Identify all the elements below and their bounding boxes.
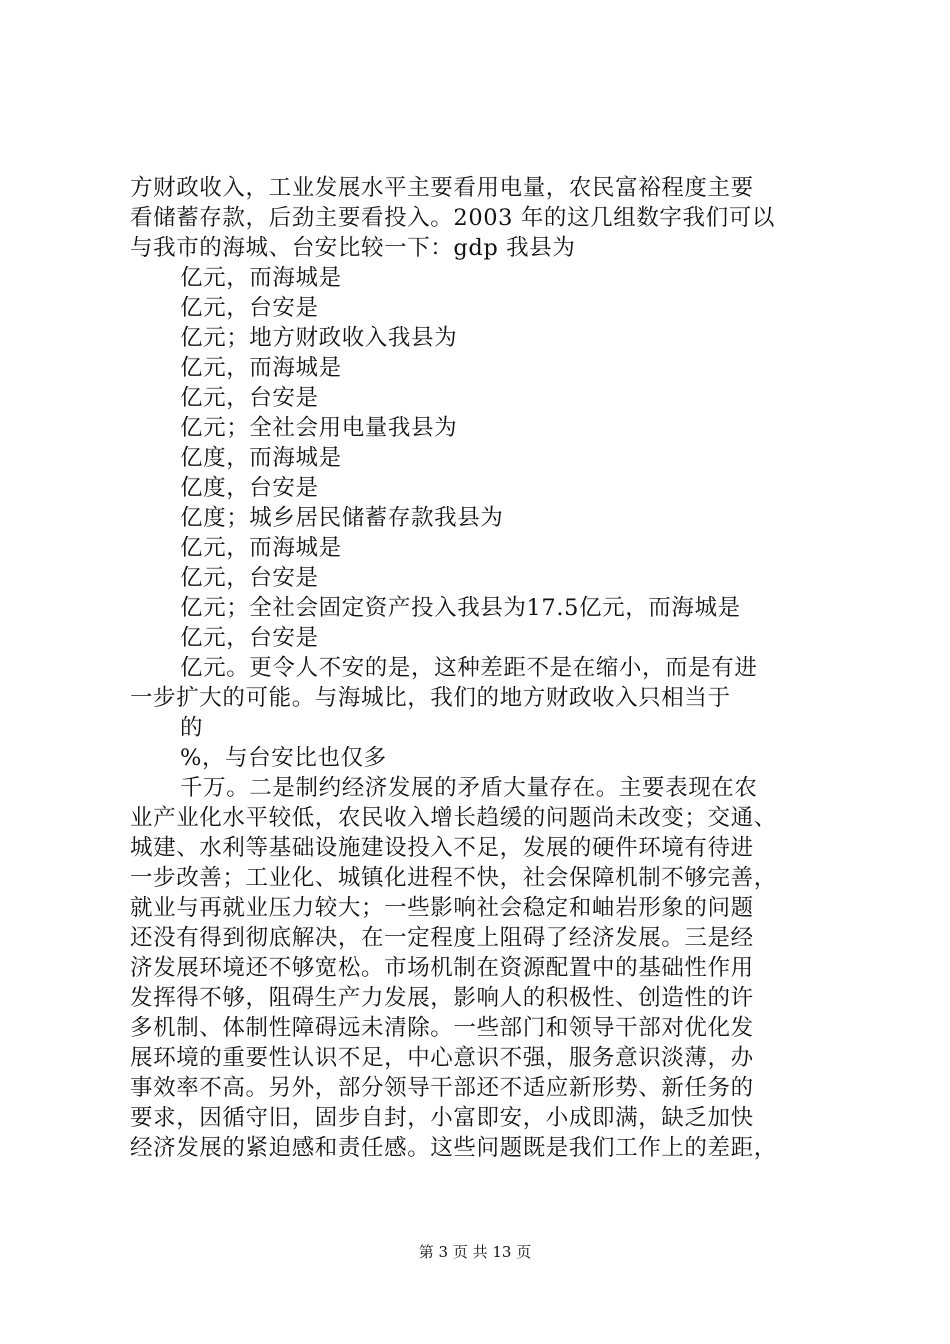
text-line: %，与台安比也仅多 bbox=[180, 745, 387, 771]
text-line: 亿元，台安是 bbox=[180, 295, 319, 321]
text-line: 一步改善；工业化、城镇化进程不快，社会保障机制不够完善， bbox=[130, 865, 777, 891]
text-line: 还没有得到彻底解决，在一定程度上阻碍了经济发展。三是经 bbox=[130, 925, 754, 951]
text-line: 亿元，而海城是 bbox=[180, 355, 342, 381]
text-line: 亿元。更令人不安的是，这种差距不是在缩小，而是有进 bbox=[180, 655, 758, 681]
text-line: 的 bbox=[180, 715, 204, 741]
text-line: 看储蓄存款，后劲主要看投入。2003 年的这几组数字我们可以 bbox=[130, 205, 775, 231]
text-line: 多机制、体制性障碍远未清除。一些部门和领导干部对优化发 bbox=[130, 1015, 754, 1041]
text-line: 经济发展的紧迫感和责任感。这些问题既是我们工作上的差距， bbox=[130, 1135, 777, 1161]
body-text bbox=[130, 173, 835, 1163]
text-line: 亿元；地方财政收入我县为 bbox=[180, 325, 458, 351]
text-line: 亿度，台安是 bbox=[180, 475, 319, 501]
text-line: 亿度；城乡居民储蓄存款我县为 bbox=[180, 505, 504, 531]
text-line: 展环境的重要性认识不足，中心意识不强，服务意识淡薄，办 bbox=[130, 1045, 754, 1071]
text-line: 就业与再就业压力较大；一些影响社会稳定和岫岩形象的问题 bbox=[130, 895, 754, 921]
text-line: 亿元，台安是 bbox=[180, 565, 319, 591]
text-line: 亿度，而海城是 bbox=[180, 445, 342, 471]
text-line: 业产业化水平较低，农民收入增长趋缓的问题尚未改变；交通、 bbox=[130, 805, 777, 831]
text-line: 事效率不高。另外，部分领导干部还不适应新形势、新任务的 bbox=[130, 1075, 754, 1101]
text-line: 亿元；全社会固定资产投入我县为17.5亿元，而海城是 bbox=[180, 595, 741, 621]
text-line: 亿元，台安是 bbox=[180, 385, 319, 411]
text-line: 与我市的海城、台安比较一下：gdp 我县为 bbox=[130, 235, 576, 261]
text-line: 亿元；全社会用电量我县为 bbox=[180, 415, 458, 441]
text-line: 发挥得不够，阻碍生产力发展，影响人的积极性、创造性的许 bbox=[130, 985, 754, 1011]
text-line: 亿元，而海城是 bbox=[180, 535, 342, 561]
text-line: 亿元，台安是 bbox=[180, 625, 319, 651]
text-line: 要求，因循守旧，固步自封，小富即安，小成即满，缺乏加快 bbox=[130, 1105, 754, 1131]
text-line: 亿元，而海城是 bbox=[180, 265, 342, 291]
text-line: 一步扩大的可能。与海城比，我们的地方财政收入只相当于 bbox=[130, 685, 731, 711]
text-line: 济发展环境还不够宽松。市场机制在资源配置中的基础性作用 bbox=[130, 955, 754, 981]
page-footer: 第 3 页 共 13 页 bbox=[418, 1243, 532, 1261]
text-line: 方财政收入，工业发展水平主要看用电量，农民富裕程度主要 bbox=[130, 175, 754, 201]
text-line: 千万。二是制约经济发展的矛盾大量存在。主要表现在农 bbox=[180, 775, 758, 801]
text-line: 城建、水利等基础设施建设投入不足，发展的硬件环境有待进 bbox=[130, 835, 754, 861]
